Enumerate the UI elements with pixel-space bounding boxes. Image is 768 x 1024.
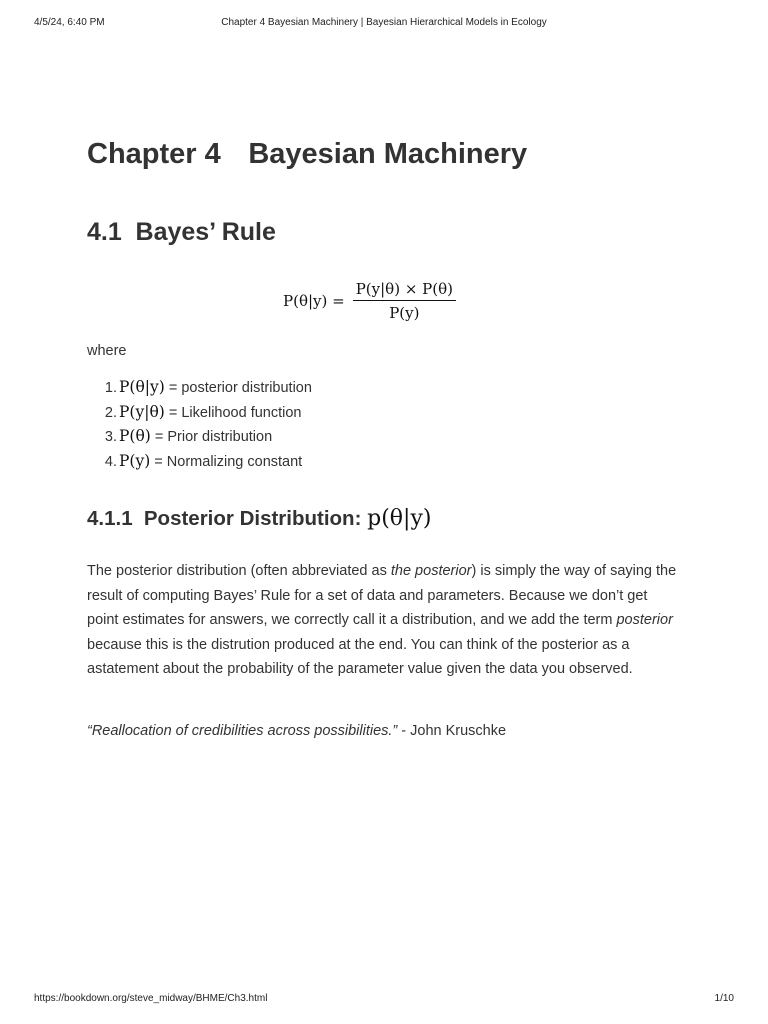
equation-lhs: P(θ|y) = — [283, 292, 345, 310]
subsection-heading — [87, 506, 431, 531]
list-number: 3. — [104, 429, 117, 445]
kruschke-quote — [87, 719, 506, 744]
chapter-title: Bayesian Machinery — [248, 138, 528, 170]
list-number: 1. — [104, 380, 117, 396]
list-item — [87, 375, 312, 400]
subsection-number: 4.1.1 — [87, 507, 133, 530]
print-page-number: 1/10 — [714, 993, 734, 1004]
list-description: = Likelihood function — [164, 404, 302, 421]
paragraph-emphasis-2: posterior — [616, 612, 673, 628]
chapter-heading — [87, 138, 527, 171]
section-number: 4.1 — [87, 218, 122, 246]
section-heading — [87, 218, 276, 247]
equation-numerator: P(y|θ) × P(θ) — [353, 280, 456, 301]
section-title: Bayes’ Rule — [135, 218, 276, 246]
list-item — [87, 449, 312, 474]
equation-fraction — [353, 280, 456, 322]
list-term: P(θ) — [119, 427, 151, 445]
posterior-paragraph — [87, 559, 677, 682]
print-url: https://bookdown.org/steve_midway/BHME/Ch3.html — [34, 993, 268, 1004]
print-footer — [34, 993, 734, 1007]
subsection-math: p(θ|y) — [367, 506, 432, 531]
print-page-title: Chapter 4 Bayesian Machinery | Bayesian Hierarchical Models in Ecology — [221, 17, 547, 28]
bayes-rule-equation — [283, 276, 456, 326]
list-term: P(θ|y) — [119, 378, 165, 396]
list-number: 2. — [104, 404, 117, 421]
where-label: where — [87, 343, 127, 359]
quote-attribution: - John Kruschke — [397, 723, 507, 739]
list-term: P(y|θ) — [119, 402, 165, 421]
paragraph-text-3: because this is the distrution produced at the end. You can think of the posterior as a astatement about the probability of the parameter value given the data you observed. — [87, 636, 633, 677]
list-description: = Normalizing constant — [150, 453, 303, 470]
print-header — [34, 17, 734, 31]
equation-denominator: P(y) — [389, 304, 420, 322]
list-number: 4. — [104, 453, 117, 470]
quote-text: “Reallocation of credibilities across possibilities.” — [87, 723, 398, 739]
print-datetime: 4/5/24, 6:40 PM — [34, 17, 105, 28]
list-description: = posterior distribution — [164, 380, 312, 396]
chapter-number: Chapter 4 — [87, 138, 221, 170]
paragraph-text-1: The posterior distribution (often abbreviated as — [87, 563, 391, 579]
subsection-title: Posterior Distribution: — [143, 507, 362, 530]
list-item — [87, 400, 312, 425]
paragraph-emphasis-1: the posterior — [390, 563, 472, 579]
list-term: P(y) — [119, 451, 151, 470]
definitions-list — [87, 375, 312, 473]
list-item — [87, 424, 312, 449]
list-description: = Prior distribution — [150, 429, 273, 445]
paragraph-text-2: ) is simply the way of saying the result of computing Bayes’ Rule for a set of data and parameters. Because we don’t get point estimates for answers, we correctly call it a distribution, and we add the term — [87, 563, 677, 628]
